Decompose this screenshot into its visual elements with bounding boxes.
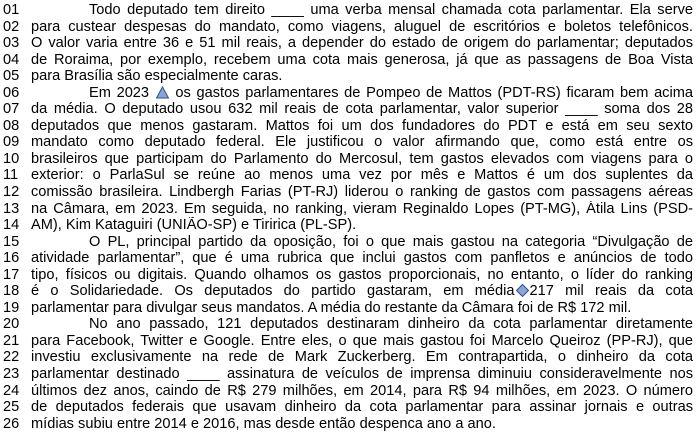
line-number: 25 xyxy=(3,399,20,416)
line-number: 15 xyxy=(3,233,20,250)
text-line xyxy=(0,167,699,184)
line-number: 19 xyxy=(3,299,20,316)
text-line xyxy=(0,416,699,432)
text-line xyxy=(0,250,699,267)
line-number: 21 xyxy=(3,332,20,349)
line-number: 01 xyxy=(3,2,20,18)
line-number: 24 xyxy=(3,382,20,399)
line-text: últimos dez anos, caindo de R$ 279 milhões, em 2014, para R$ 94 milhões, em 2023. O número xyxy=(31,382,693,399)
line-text: AM), Kim Kataguiri (UNIÃO-SP) e Tiririca (PL-SP). xyxy=(31,217,357,234)
line-text: parlamentar para divulgar seus mandatos. A média do restante da Câmara foi de R$ 172 mil. xyxy=(31,299,632,316)
line-text: Todo deputado tem direito ____ uma verba mensal chamada cota parlamentar. Ela serve xyxy=(89,2,693,18)
line-text-before-marker: é o Solidariedade. Os deputados do partido gastaram, em média xyxy=(31,283,515,300)
line-text xyxy=(31,85,699,102)
text-line xyxy=(0,118,699,135)
text-line xyxy=(0,267,699,284)
line-text: na Câmara, em 2023. Em seguida, no ranking, vieram Reginaldo Lopes (PT-MG), Átila Lins (PSD- xyxy=(31,200,693,217)
line-text: da média. O deputado usou 632 mil reais de cota parlamentar, valor superior ____ soma dos 28 xyxy=(31,101,693,118)
line-number: 26 xyxy=(3,415,20,432)
line-number: 02 xyxy=(3,18,20,35)
line-number: 05 xyxy=(3,68,20,85)
text-line xyxy=(0,35,699,52)
line-number: 23 xyxy=(3,366,20,383)
line-text: para custear despesas do mandato, como viagens, aluguel de escritórios e boletos telefônicos. xyxy=(31,18,693,35)
line-text-after-marker: 217 mil reais da cota xyxy=(529,283,693,300)
text-line xyxy=(0,283,699,300)
line-text-after-marker: os gastos parlamentares de Pompeo de Mattos (PDT-RS) ficaram bem acima xyxy=(169,84,693,101)
line-text: para Facebook, Twitter e Google. Entre eles, o que mais gastou foi Marcelo Queiroz (PP-RJ), que xyxy=(31,332,693,349)
line-number: 04 xyxy=(3,51,20,68)
line-text: parlamentar destinado ____ assinatura de veículos de imprensa diminuiu consideravelmente nos xyxy=(31,366,693,383)
line-number: 07 xyxy=(3,101,20,118)
line-text xyxy=(31,283,699,300)
line-text: No ano passado, 121 deputados destinaram dinheiro da cota parlamentar diretamente xyxy=(89,316,693,333)
line-text: O PL, principal partido da oposição, foi o que mais gastou na categoria “Divulgação de xyxy=(89,233,693,250)
line-text: para Brasília são especialmente caras. xyxy=(31,68,283,85)
line-text: investiu exclusivamente na rede de Mark Zuckerberg. Em contrapartida, o dinheiro da cota xyxy=(31,349,693,366)
text-line xyxy=(0,333,699,350)
line-number: 14 xyxy=(3,217,20,234)
line-text: de deputados federais que usavam dinheiro da cota parlamentar para assinar jornais e outras xyxy=(31,399,693,416)
line-number: 20 xyxy=(3,316,20,333)
text-line xyxy=(0,184,699,201)
line-text: mídias subiu entre 2014 e 2016, mas desde então despenca ano a ano. xyxy=(31,415,496,432)
text-line xyxy=(0,52,699,69)
line-text: O valor varia entre 36 e 51 mil reais, a depender do estado de origem do parlamentar; deputados xyxy=(31,35,693,52)
text-line xyxy=(0,300,699,317)
line-number: 08 xyxy=(3,117,20,134)
line-text: brasileiros que participam do Parlamento do Mercosul, tem gastos elevados com viagens para o xyxy=(31,150,693,167)
text-line xyxy=(0,234,699,251)
line-number: 16 xyxy=(3,250,20,267)
line-number: 18 xyxy=(3,283,20,300)
text-line xyxy=(0,201,699,218)
line-number: 06 xyxy=(3,84,20,101)
line-text: exterior: o ParlaSul se reúne ao menos uma vez por mês e Mattos é um dos suplentes da xyxy=(31,167,693,184)
text-line xyxy=(0,383,699,400)
line-number: 10 xyxy=(3,150,20,167)
text-line xyxy=(0,68,699,85)
line-number: 09 xyxy=(3,134,20,151)
text-line xyxy=(0,2,699,19)
text-line xyxy=(0,151,699,168)
line-number: 13 xyxy=(3,200,20,217)
text-line xyxy=(0,134,699,151)
line-number: 17 xyxy=(3,266,20,283)
line-number: 22 xyxy=(3,349,20,366)
text-line xyxy=(0,217,699,234)
text-line xyxy=(0,19,699,36)
line-text: atividade parlamentar”, que é uma rubrica que inclui gastos com panfletos e anúncios de todo xyxy=(31,250,693,267)
line-number: 11 xyxy=(3,167,19,184)
line-text: deputados que menos gastaram. Mattos foi um dos fundadores do PDT e está em seu sexto xyxy=(31,117,693,134)
line-number: 03 xyxy=(3,35,20,52)
text-line xyxy=(0,316,699,333)
line-text-before-marker: Em 2023 xyxy=(89,84,155,101)
line-text: tipo, físicos ou digitais. Quando olhamos os gastos proporcionais, no entanto, o líder do ranking xyxy=(31,266,693,283)
diamond-marker-icon xyxy=(516,284,529,297)
text-line xyxy=(0,85,699,102)
line-text: mandato como deputado federal. Ele justificou o valor afirmando que, como está entre os xyxy=(31,134,693,151)
text-line xyxy=(0,349,699,366)
line-text: comissão brasileira. Lindbergh Farias (PT-RJ) liderou o ranking de gastos com passagens aéreas xyxy=(31,184,693,201)
triangle-marker-icon xyxy=(156,86,169,99)
text-line xyxy=(0,101,699,118)
line-text: de Roraima, por exemplo, recebem uma cota mais generosa, já que as passagens de Boa Vista xyxy=(31,51,693,68)
text-line xyxy=(0,399,699,416)
line-number: 12 xyxy=(3,184,20,201)
text-line xyxy=(0,366,699,383)
